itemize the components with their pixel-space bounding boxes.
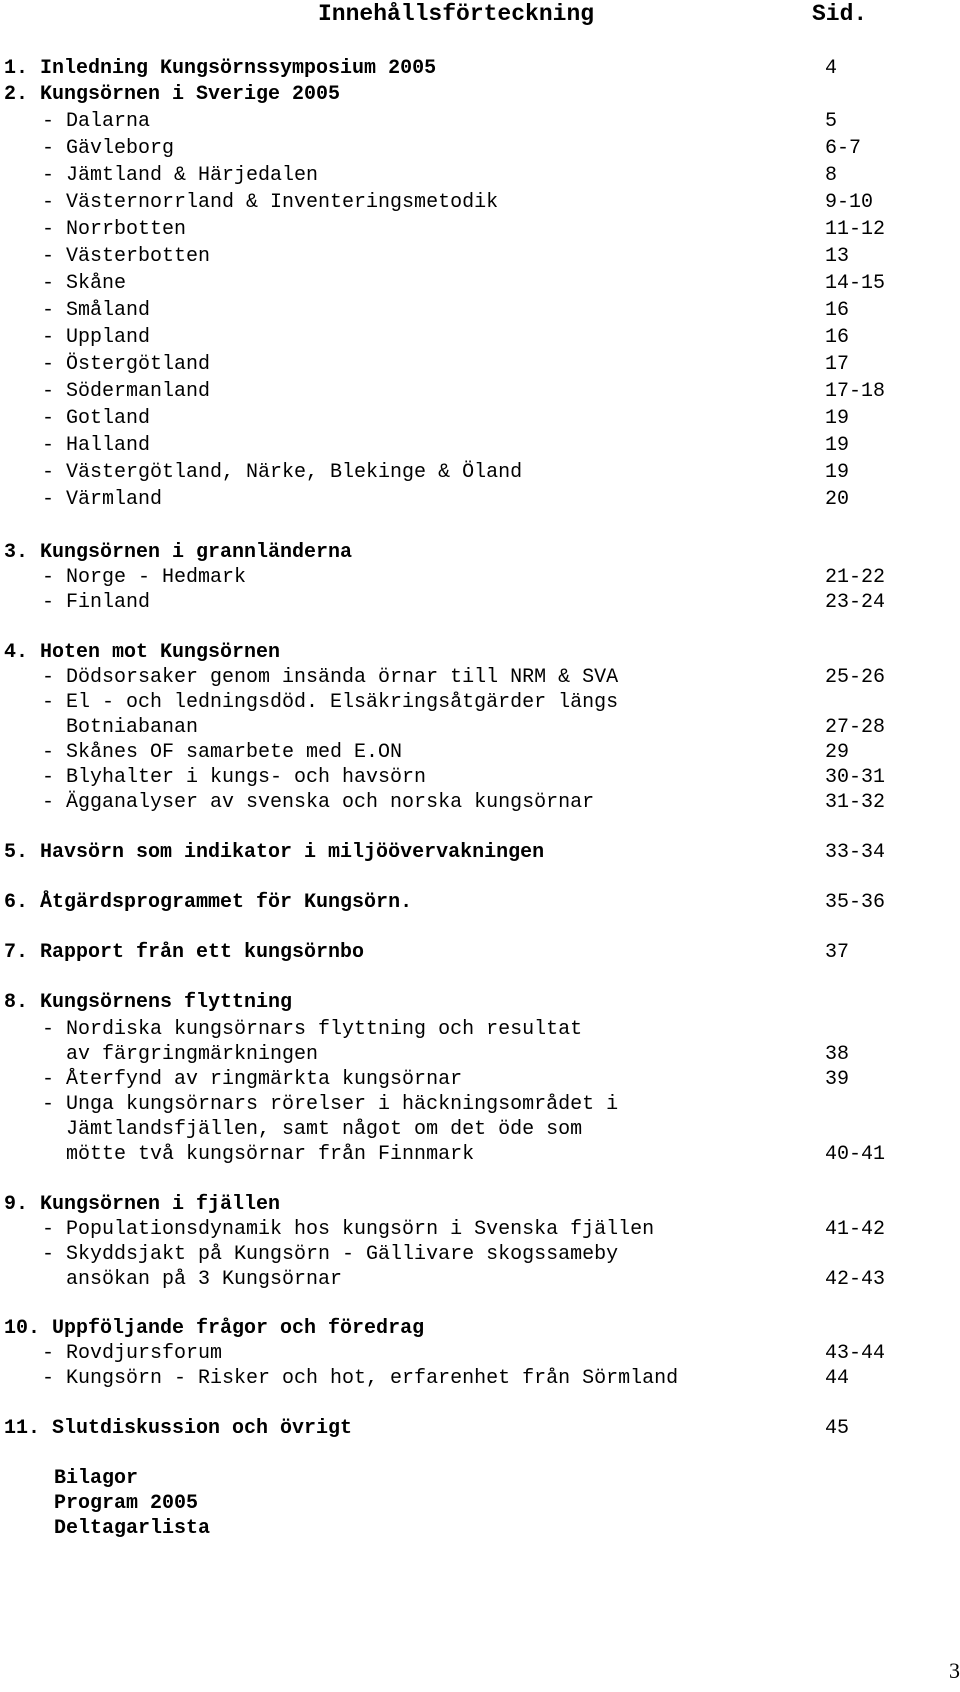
list-item-page: 14-15 [825, 272, 886, 295]
appendix-item: Program 2005 [54, 1492, 199, 1515]
list-item-page: 19 [825, 461, 850, 484]
list-item-page: 30-31 [825, 766, 886, 789]
list-item-page: 19 [825, 434, 850, 457]
list-item-page: 5 [825, 110, 838, 133]
toc-title: Innehållsförteckning [318, 1, 595, 27]
section-heading: 4. Hoten mot Kungsörnen [4, 641, 281, 664]
list-item: - Populationsdynamik hos kungsörn i Svenska fjällen [42, 1218, 655, 1241]
list-item-page: 17 [825, 353, 850, 376]
section-heading: 3. Kungsörnen i grannländerna [4, 541, 353, 564]
list-item: ansökan på 3 Kungsörnar [42, 1268, 343, 1291]
list-item-page: 40-41 [825, 1143, 886, 1166]
list-item-page: 27-28 [825, 716, 886, 739]
list-item: - Norrbotten [42, 218, 187, 241]
page-column-label: Sid. [812, 1, 868, 27]
list-item: mötte två kungsörnar från Finnmark [42, 1143, 475, 1166]
section-heading: 7. Rapport från ett kungsörnbo [4, 941, 365, 964]
list-item-page: 38 [825, 1043, 850, 1066]
list-item: - Södermanland [42, 380, 211, 403]
list-item: - Dalarna [42, 110, 151, 133]
list-item: - Gävleborg [42, 137, 175, 160]
list-item: - Blyhalter i kungs- och havsörn [42, 766, 427, 789]
section-heading: 6. Åtgärdsprogrammet för Kungsörn. [4, 891, 413, 914]
list-item: - Nordiska kungsörnars flyttning och resultat [42, 1018, 583, 1041]
list-item: - Östergötland [42, 353, 211, 376]
list-item-page: 20 [825, 488, 850, 511]
list-item: - Skåne [42, 272, 127, 295]
section-page: 45 [825, 1417, 850, 1440]
page-number: 3 [949, 1658, 960, 1683]
list-item-page: 19 [825, 407, 850, 430]
list-item-page: 6-7 [825, 137, 862, 160]
list-item: - Skyddsjakt på Kungsörn - Gällivare skogssameby [42, 1243, 619, 1266]
list-item-page: 11-12 [825, 218, 886, 241]
list-item-page: 25-26 [825, 666, 886, 689]
section-page: 33-34 [825, 841, 886, 864]
list-item: - Dödsorsaker genom insända örnar till NRM & SVA [42, 666, 619, 689]
list-item-page: 21-22 [825, 566, 886, 589]
list-item: - Kungsörn - Risker och hot, erfarenhet från Sörmland [42, 1367, 679, 1390]
list-item: - Finland [42, 591, 151, 614]
list-item-page: 43-44 [825, 1342, 886, 1365]
list-item: - Uppland [42, 326, 151, 349]
appendix-item: Deltagarlista [54, 1517, 211, 1540]
list-item-page: 41-42 [825, 1218, 886, 1241]
list-item-page: 31-32 [825, 791, 886, 814]
list-item-page: 8 [825, 164, 838, 187]
section-heading: 2. Kungsörnen i Sverige 2005 [4, 83, 341, 106]
list-item-page: 16 [825, 326, 850, 349]
section-page: 4 [825, 57, 838, 80]
list-item-page: 13 [825, 245, 850, 268]
section-heading: 10. Uppföljande frågor och föredrag [4, 1317, 425, 1340]
list-item-page: 23-24 [825, 591, 886, 614]
list-item: av färgringmärkningen [42, 1043, 319, 1066]
list-item: - Gotland [42, 407, 151, 430]
appendix-item: Bilagor [54, 1467, 139, 1490]
section-page: 35-36 [825, 891, 886, 914]
list-item: Jämtlandsfjällen, samt något om det öde som [42, 1118, 583, 1141]
list-item: - Norge - Hedmark [42, 566, 247, 589]
list-item: - Rovdjursforum [42, 1342, 223, 1365]
list-item-page: 44 [825, 1367, 850, 1390]
section-heading: 8. Kungsörnens flyttning [4, 991, 293, 1014]
list-item-page: 39 [825, 1068, 850, 1091]
list-item-page: 42-43 [825, 1268, 886, 1291]
list-item: - Västerbotten [42, 245, 211, 268]
list-item: Botniabanan [42, 716, 199, 739]
list-item: - Halland [42, 434, 151, 457]
section-heading: 1. Inledning Kungsörnssymposium 2005 [4, 57, 437, 80]
list-item: - Jämtland & Härjedalen [42, 164, 319, 187]
list-item-page: 16 [825, 299, 850, 322]
list-item: - Västergötland, Närke, Blekinge & Öland [42, 461, 523, 484]
list-item: - Småland [42, 299, 151, 322]
list-item: - Återfynd av ringmärkta kungsörnar [42, 1068, 463, 1091]
list-item-page: 29 [825, 741, 850, 764]
list-item-page: 17-18 [825, 380, 886, 403]
list-item-page: 9-10 [825, 191, 874, 214]
section-heading: 9. Kungsörnen i fjällen [4, 1193, 281, 1216]
list-item: - El - och ledningsdöd. Elsäkringsåtgärder längs [42, 691, 619, 714]
list-item: - Västernorrland & Inventeringsmetodik [42, 191, 499, 214]
list-item: - Ägganalyser av svenska och norska kungsörnar [42, 791, 595, 814]
list-item: - Unga kungsörnars rörelser i häckningsområdet i [42, 1093, 619, 1116]
section-heading: 11. Slutdiskussion och övrigt [4, 1417, 353, 1440]
list-item: - Värmland [42, 488, 163, 511]
section-heading: 5. Havsörn som indikator i miljöövervakningen [4, 841, 545, 864]
section-page: 37 [825, 941, 850, 964]
list-item: - Skånes OF samarbete med E.ON [42, 741, 403, 764]
